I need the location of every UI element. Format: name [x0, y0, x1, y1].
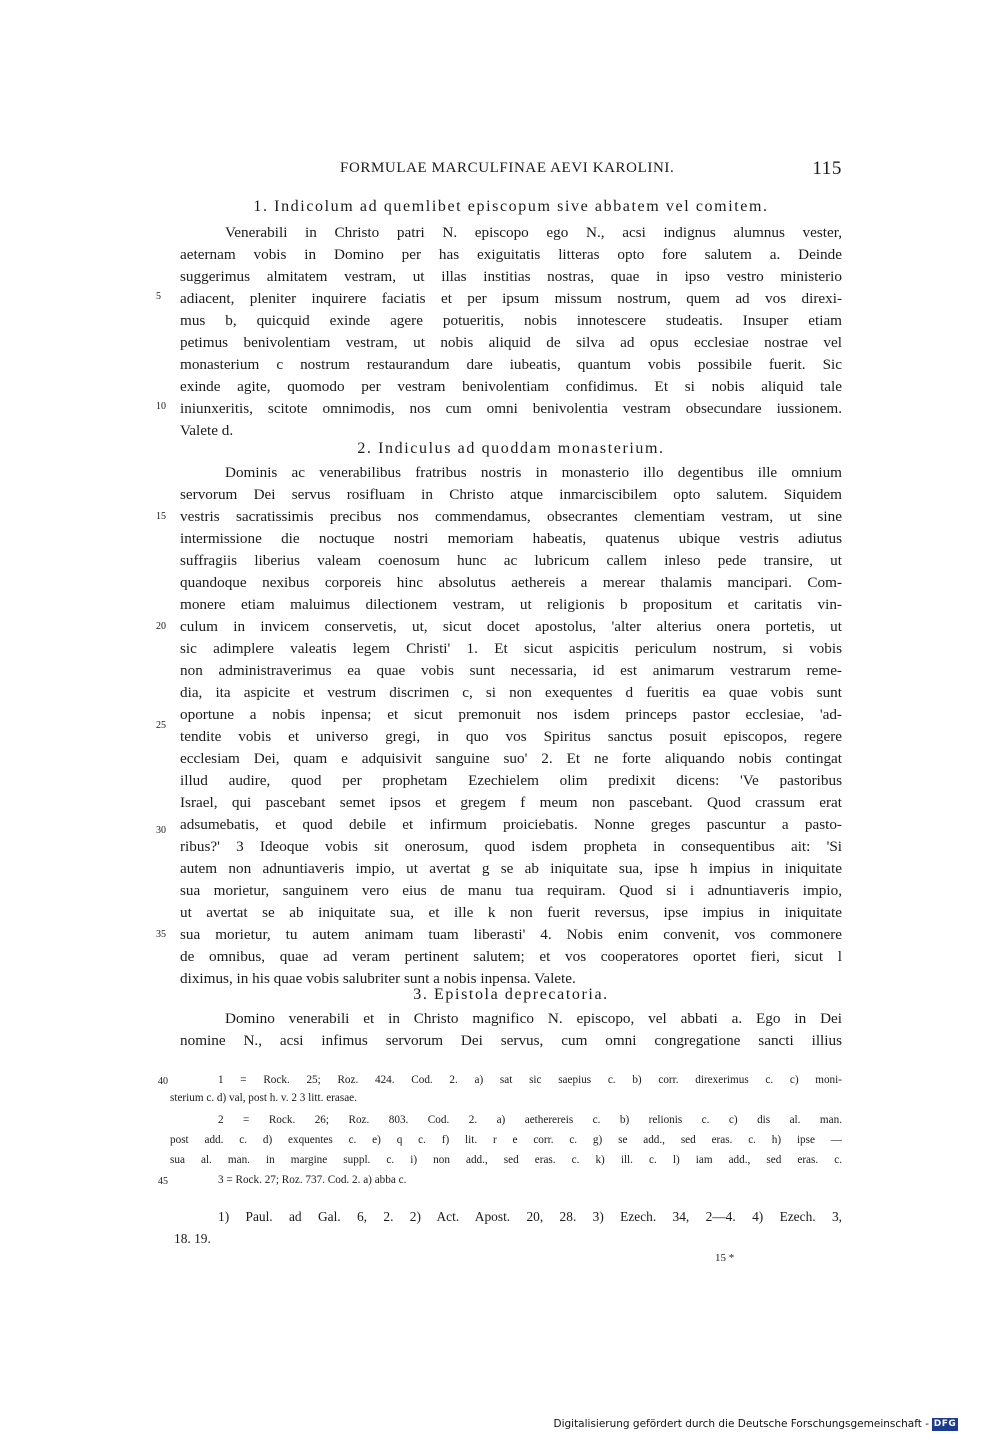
text-line: suggerimus almitatem vestram, ut illas institias nostras, quae in ipso vestro ministerio — [180, 268, 842, 285]
text-line: culum in invicem conservetis, ut, sicut docet apostolus, 'alter alterius onera portetis, ut — [180, 618, 842, 635]
digitization-credit — [553, 1416, 958, 1432]
text-line: suffragiis liberius valeam coenosum hunc ac lubricum callem inleso pede transire, ut — [180, 552, 842, 569]
text-line: vestris sacratissimis precibus nos commendamus, obsecrantes clementiam vestram, ut sine — [180, 508, 842, 525]
apparatus-line: sterium c. d) val, post h. v. 2 3 litt. erasae. — [170, 1092, 357, 1104]
text-line: ecclesiam Dei, quam e adquisivit sanguine suo' 2. Et ne forte aliquando nobis contingat — [180, 750, 842, 767]
footnote-line: 1) Paul. ad Gal. 6, 2. 2) Act. Apost. 20, 28. 3) Ezech. 34, 2—4. 4) Ezech. 3, — [218, 1209, 842, 1224]
page-number: 115 — [812, 158, 842, 179]
text-line: mus b, quicquid exinde agere potueritis, nobis innotescere studeatis. Insuper etiam — [180, 312, 842, 329]
margin-line-number: 45 — [158, 1176, 168, 1187]
text-line: quandoque nexibus corporeis hinc absolutus aethereis a merear thalamis mancipari. Com- — [180, 574, 842, 591]
text-line: adiacent, pleniter inquirere faciatis et per ipsum missum nostrum, quem ad vos direxi- — [180, 290, 842, 307]
footnote-line: 18. 19. — [174, 1231, 211, 1246]
text-line: servorum Dei servus rosifluam in Christo atque inmarciscibilem opto salutem. Siquidem — [180, 486, 842, 503]
margin-line-number: 30 — [156, 825, 166, 836]
margin-line-number: 10 — [156, 401, 166, 412]
margin-line-number: 20 — [156, 621, 166, 632]
text-line: Valete d. — [180, 422, 234, 439]
apparatus-line: 1 = Rock. 25; Roz. 424. Cod. 2. a) sat sic saepius c. b) corr. direxerimus c. c) moni- — [218, 1074, 842, 1086]
text-line: aeternam vobis in Domino per has exiguitatis litteras opto fore salutem a. Deinde — [180, 246, 842, 263]
text-line: illud audire, quod per prophetam Ezechielem olim predixit dicens: 'Ve pastoribus — [180, 772, 842, 789]
section-heading-1: 1. Indicolum ad quemlibet episcopum sive abbatem vel comitem. — [253, 198, 769, 215]
text-line: Israel, qui pascebant semet ipsos et gregem f meum non pascebant. Quod crassum erat — [180, 794, 842, 811]
text-line: Venerabili in Christo patri N. episcopo ego N., acsi indignus alumnus vester, — [225, 224, 842, 241]
apparatus-line: 3 = Rock. 27; Roz. 737. Cod. 2. a) abba c. — [218, 1174, 407, 1186]
text-line: monasterium c nostrum restaurandum dare iubeatis, quantum vobis possibile fuerit. Sic — [180, 356, 842, 373]
text-line: oportune a nobis inpensa; et sicut premonuit nos isdem princeps pastor ecclesiae, 'ad- — [180, 706, 842, 723]
margin-line-number: 5 — [156, 291, 161, 302]
text-line: nomine N., acsi infimus servorum Dei servus, cum omni congregatione sancti illius — [180, 1032, 842, 1049]
text-line: petimus benivolentiam vestram, ut nobis aliquid de silva ad opus ecclesiae nostrae vel — [180, 334, 842, 351]
signature-mark: 15 * — [715, 1252, 735, 1264]
text-line: iniunxeritis, scitote omnimodis, nos cum omni benivolentia vestram obsecundare iussionem. — [180, 400, 842, 417]
text-line: diximus, in his quae vobis salubriter sunt a nobis inpensa. Valete. — [180, 970, 576, 987]
section-heading-3: 3. Epistola deprecatoria. — [413, 986, 609, 1003]
text-line: tendite vobis et universo gregi, in quo vos Spiritus sanctus posuit episcopos, regere — [180, 728, 842, 745]
text-line: autem non adnuntiaveris impio, ut avertat g se ab iniquitate sua, ipse h impius in iniquitate — [180, 860, 842, 877]
text-line: ut avertat se ab iniquitate sua, et ille k non fuerit reversus, ipse impius in iniquitate — [180, 904, 842, 921]
text-line: non administraverimus ea quae vobis sunt necessaria, id est animarum vestrarum reme- — [180, 662, 842, 679]
apparatus-line: post add. c. d) exquentes c. e) q c. f) lit. r e corr. c. g) se add., sed eras. c. h) ipse — — [170, 1134, 842, 1146]
text-line: monere etiam maluimus dilectionem vestram, ut religionis b propositum et caritatis vin- — [180, 596, 842, 613]
text-line: exinde agite, quomodo per vestram benivolentiam confidimus. Et si nobis aliquid tale — [180, 378, 842, 395]
text-line: ribus?' 3 Ideoque vobis sit onerosum, quod isdem propheta in consequentibus ait: 'Si — [180, 838, 842, 855]
section-heading-2: 2. Indiculus ad quoddam monasterium. — [357, 440, 665, 457]
text-line: Domino venerabili et in Christo magnifico N. episcopo, vel abbati a. Ego in Dei — [225, 1010, 842, 1027]
credit-text: Digitalisierung gefördert durch die Deutsche Forschungsgemeinschaft - — [553, 1418, 929, 1430]
text-line: sua morietur, sanguinem vero eius de manu tua requiram. Quod si i adnuntiaveris impio, — [180, 882, 842, 899]
margin-line-number: 35 — [156, 929, 166, 940]
text-line: sua morietur, tu autem animam tuam liberasti' 4. Nobis enim convenit, vos commonere — [180, 926, 842, 943]
margin-line-number: 15 — [156, 511, 166, 522]
running-head-title: FORMULAE MARCULFINAE AEVI KAROLINI. — [340, 160, 675, 176]
dfg-logo[interactable]: DFG — [933, 1418, 957, 1429]
text-line: adsumebatis, et quod debile et infirmum proiciebatis. Nonne greges pascuntur a pasto- — [180, 816, 842, 833]
apparatus-line: 2 = Rock. 26; Roz. 803. Cod. 2. a) aetherereis c. b) relionis c. c) dis al. man. — [218, 1114, 842, 1126]
apparatus-line: sua al. man. in margine suppl. c. i) non add., sed eras. c. k) ill. c. l) iam add., sed eras. c. — [170, 1154, 842, 1166]
margin-line-number: 25 — [156, 720, 166, 731]
margin-line-number: 40 — [158, 1076, 168, 1087]
text-line: sic adimplere valeatis legem Christi' 1. Et sicut aspicitis periculum nostrum, si vobis — [180, 640, 842, 657]
text-line: de omnibus, quae ad veram pertinent salutem; et vos cooperatores oportet fieri, sicut l — [180, 948, 842, 965]
text-line: dia, ita aspicite et vestrum discrimen c, si non exequentes d fueritis ea quae vobis sunt — [180, 684, 842, 701]
text-line: Dominis ac venerabilibus fratribus nostris in monasterio illo degentibus ille omnium — [225, 464, 842, 481]
text-line: intermissione die noctuque nostri memoriam habeatis, quatenus ubique vestris adiutus — [180, 530, 842, 547]
